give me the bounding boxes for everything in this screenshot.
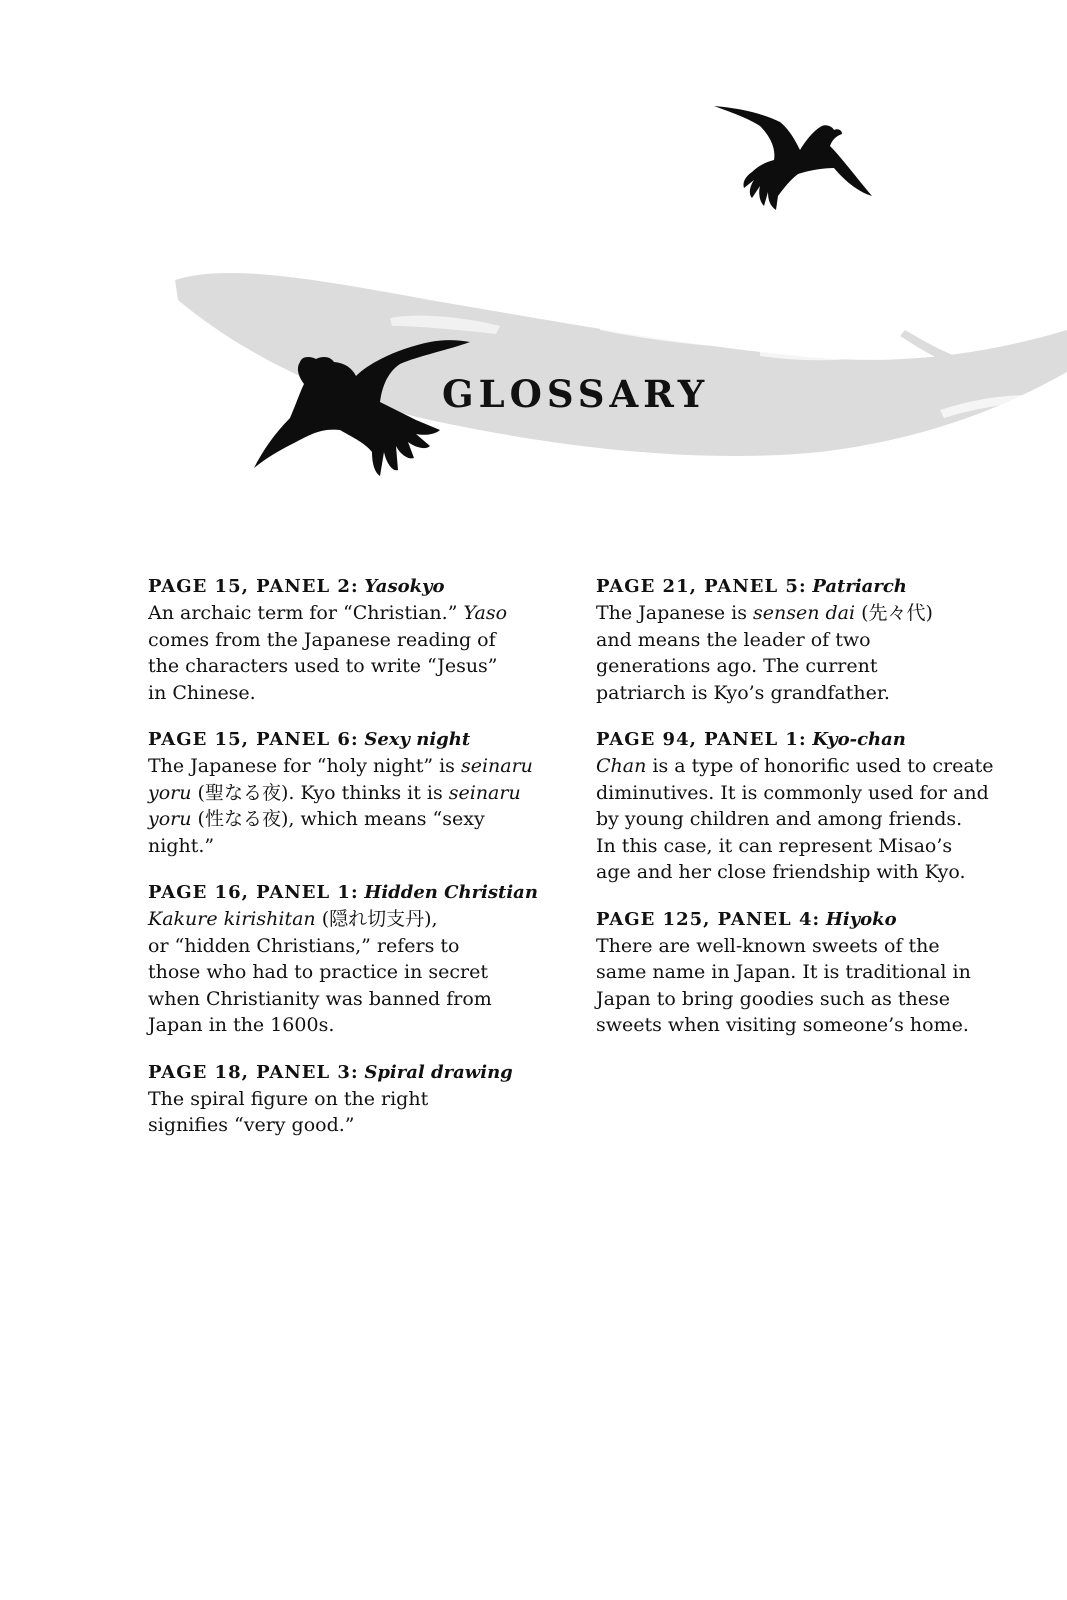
entry-page-ref: PAGE 21, PANEL 5:	[596, 576, 807, 597]
definition-line: in Chinese.	[148, 681, 256, 704]
definition-line: patriarch is Kyo’s grandfather.	[596, 681, 890, 704]
definition-line: or “hidden Christians,” refers to	[148, 934, 460, 957]
definition-line: Kakure kirishitan (隠れ切支丹),	[148, 908, 438, 930]
definition-line: generations ago. The current	[596, 655, 878, 677]
definition-line: An archaic term for “Christian.” Yaso	[148, 602, 508, 624]
definition-line: and means the leader of two	[596, 628, 871, 651]
entry-term: Hiyoko	[825, 908, 897, 930]
entry-heading	[596, 906, 1036, 933]
entry-page-ref: PAGE 125, PANEL 4:	[596, 908, 821, 930]
glossary-entry	[596, 573, 1036, 706]
entry-heading	[148, 1059, 568, 1086]
entry-definition	[148, 906, 568, 1039]
definition-line: The Japanese for “holy night” is seinaru	[148, 755, 533, 777]
entry-term: Kyo-chan	[812, 729, 906, 750]
definition-line: Chan is a type of honorific used to create	[596, 755, 994, 777]
definition-line: diminutives. It is commonly used for and	[596, 781, 989, 804]
definition-line: age and her close friendship with Kyo.	[596, 861, 966, 883]
definition-line: yoru (性なる夜), which means “sexy	[148, 808, 485, 830]
entry-heading	[148, 726, 568, 753]
glossary-entry	[596, 906, 1036, 1039]
definition-line: The Japanese is sensen dai (先々代)	[596, 602, 933, 624]
entry-definition	[596, 933, 1036, 1039]
entry-page-ref: PAGE 16, PANEL 1:	[148, 882, 359, 903]
entry-heading	[148, 879, 568, 906]
entry-definition	[596, 600, 1036, 706]
definition-line: same name in Japan. It is traditional in	[596, 961, 971, 983]
entry-heading	[596, 726, 1036, 753]
glossary-entry	[148, 1059, 568, 1139]
glossary-entry	[148, 573, 568, 706]
entry-definition	[148, 753, 568, 859]
entry-page-ref: PAGE 15, PANEL 2:	[148, 576, 359, 597]
definition-line: In this case, it can represent Misao’s	[596, 834, 953, 857]
glossary-entry	[148, 726, 568, 859]
definition-line: yoru (聖なる夜). Kyo thinks it is seinaru	[148, 781, 521, 804]
definition-line: night.”	[148, 834, 215, 857]
glossary-entry	[148, 879, 568, 1039]
definition-line: There are well-known sweets of the	[596, 934, 940, 957]
definition-line: signifies “very good.”	[148, 1114, 355, 1136]
entry-term: Hidden Christian	[364, 882, 538, 903]
entry-page-ref: PAGE 15, PANEL 6:	[148, 729, 359, 750]
definition-line: Japan to bring goodies such as these	[596, 987, 951, 1010]
definition-line: The spiral figure on the right	[148, 1087, 429, 1110]
entry-term: Sexy night	[364, 729, 471, 750]
entry-term: Patriarch	[812, 576, 907, 597]
entry-definition	[148, 1086, 568, 1139]
definition-line: those who had to practice in secret	[148, 961, 489, 983]
entry-term: Spiral drawing	[364, 1061, 513, 1083]
definition-line: sweets when visiting someone’s home.	[596, 1014, 969, 1036]
definition-line: the characters used to write “Jesus”	[148, 655, 498, 677]
entry-page-ref: PAGE 94, PANEL 1:	[596, 729, 807, 750]
entry-heading	[596, 573, 1036, 600]
glossary-column-left	[148, 573, 568, 1159]
page-title: GLOSSARY	[442, 372, 710, 416]
entry-definition	[596, 753, 1036, 886]
definition-line: by young children and among friends.	[596, 808, 963, 830]
entry-term: Yasokyo	[364, 576, 445, 597]
definition-line: comes from the Japanese reading of	[148, 628, 496, 651]
entry-heading	[148, 573, 568, 600]
entry-page-ref: PAGE 18, PANEL 3:	[148, 1061, 359, 1083]
glossary-column-right	[596, 573, 1036, 1059]
bird-small-icon	[714, 106, 872, 210]
entry-definition	[148, 600, 568, 706]
definition-line: Japan in the 1600s.	[148, 1014, 335, 1036]
definition-line: when Christianity was banned from	[148, 987, 492, 1010]
glossary-entry	[596, 726, 1036, 886]
